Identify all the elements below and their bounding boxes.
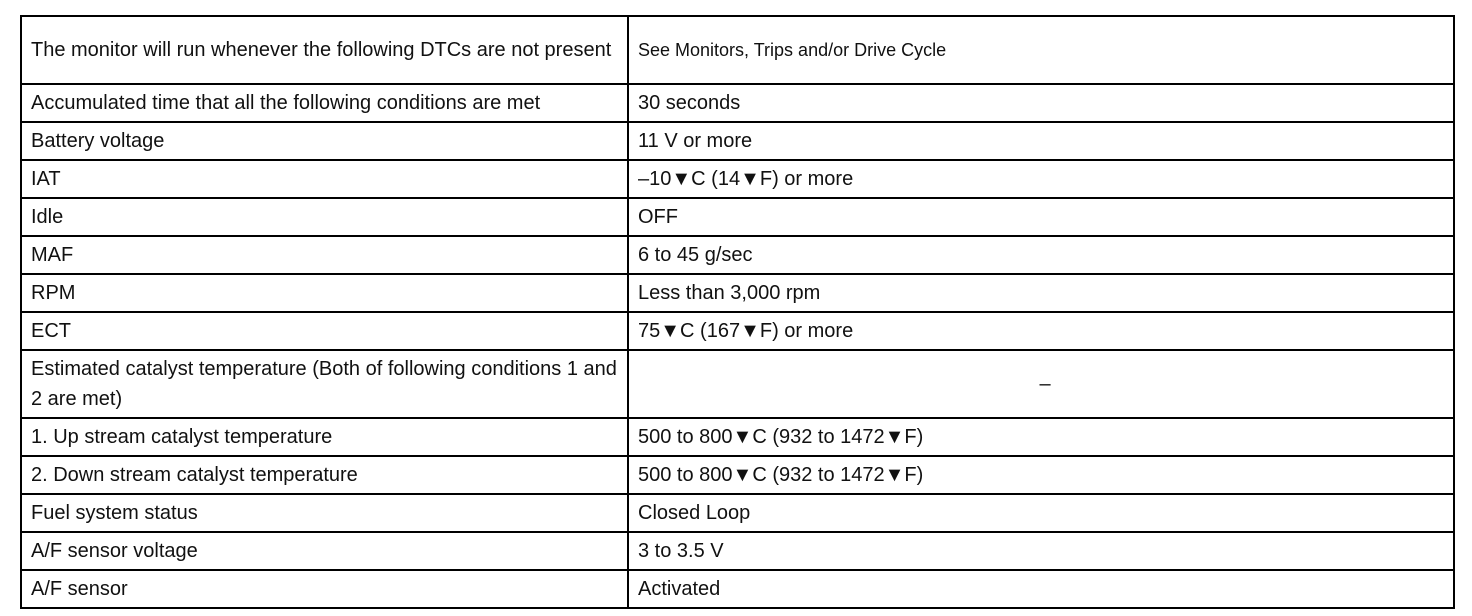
condition-value: OFF [628, 198, 1454, 236]
condition-value: See Monitors, Trips and/or Drive Cycle [628, 16, 1454, 84]
table-row [21, 570, 1454, 608]
table-row [21, 274, 1454, 312]
condition-value: 6 to 45 g/sec [628, 236, 1454, 274]
condition-name: Idle [21, 198, 628, 236]
condition-value: 500 to 800▼C (932 to 1472▼F) [628, 456, 1454, 494]
table-row [21, 198, 1454, 236]
condition-name: Fuel system status [21, 494, 628, 532]
condition-value: –10▼C (14▼F) or more [628, 160, 1454, 198]
condition-value: Activated [628, 570, 1454, 608]
condition-value: 11 V or more [628, 122, 1454, 160]
condition-name: Battery voltage [21, 122, 628, 160]
condition-name: The monitor will run whenever the following DTCs are not present [21, 16, 628, 84]
condition-name: 1. Up stream catalyst temperature [21, 418, 628, 456]
condition-name: A/F sensor voltage [21, 532, 628, 570]
condition-name: Accumulated time that all the following conditions are met [21, 84, 628, 122]
condition-value [628, 350, 1454, 418]
condition-value: 3 to 3.5 V [628, 532, 1454, 570]
condition-value: 30 seconds [628, 84, 1454, 122]
table-row [21, 84, 1454, 122]
condition-name: A/F sensor [21, 570, 628, 608]
condition-value: Closed Loop [628, 494, 1454, 532]
table-row [21, 160, 1454, 198]
conditions-table [20, 15, 1455, 609]
table-row [21, 122, 1454, 160]
table-row [21, 312, 1454, 350]
condition-name: RPM [21, 274, 628, 312]
condition-value: 500 to 800▼C (932 to 1472▼F) [628, 418, 1454, 456]
table-row [21, 494, 1454, 532]
condition-name: IAT [21, 160, 628, 198]
table-row [21, 236, 1454, 274]
table-row [21, 16, 1454, 84]
dash-value: – [1039, 373, 1051, 395]
condition-name: MAF [21, 236, 628, 274]
table-row [21, 418, 1454, 456]
condition-name: 2. Down stream catalyst temperature [21, 456, 628, 494]
table-row [21, 350, 1454, 418]
condition-value: Less than 3,000 rpm [628, 274, 1454, 312]
condition-value: 75▼C (167▼F) or more [628, 312, 1454, 350]
condition-name: Estimated catalyst temperature (Both of following conditions 1 and 2 are met) [21, 350, 628, 418]
condition-name: ECT [21, 312, 628, 350]
table-row [21, 456, 1454, 494]
table-row [21, 532, 1454, 570]
